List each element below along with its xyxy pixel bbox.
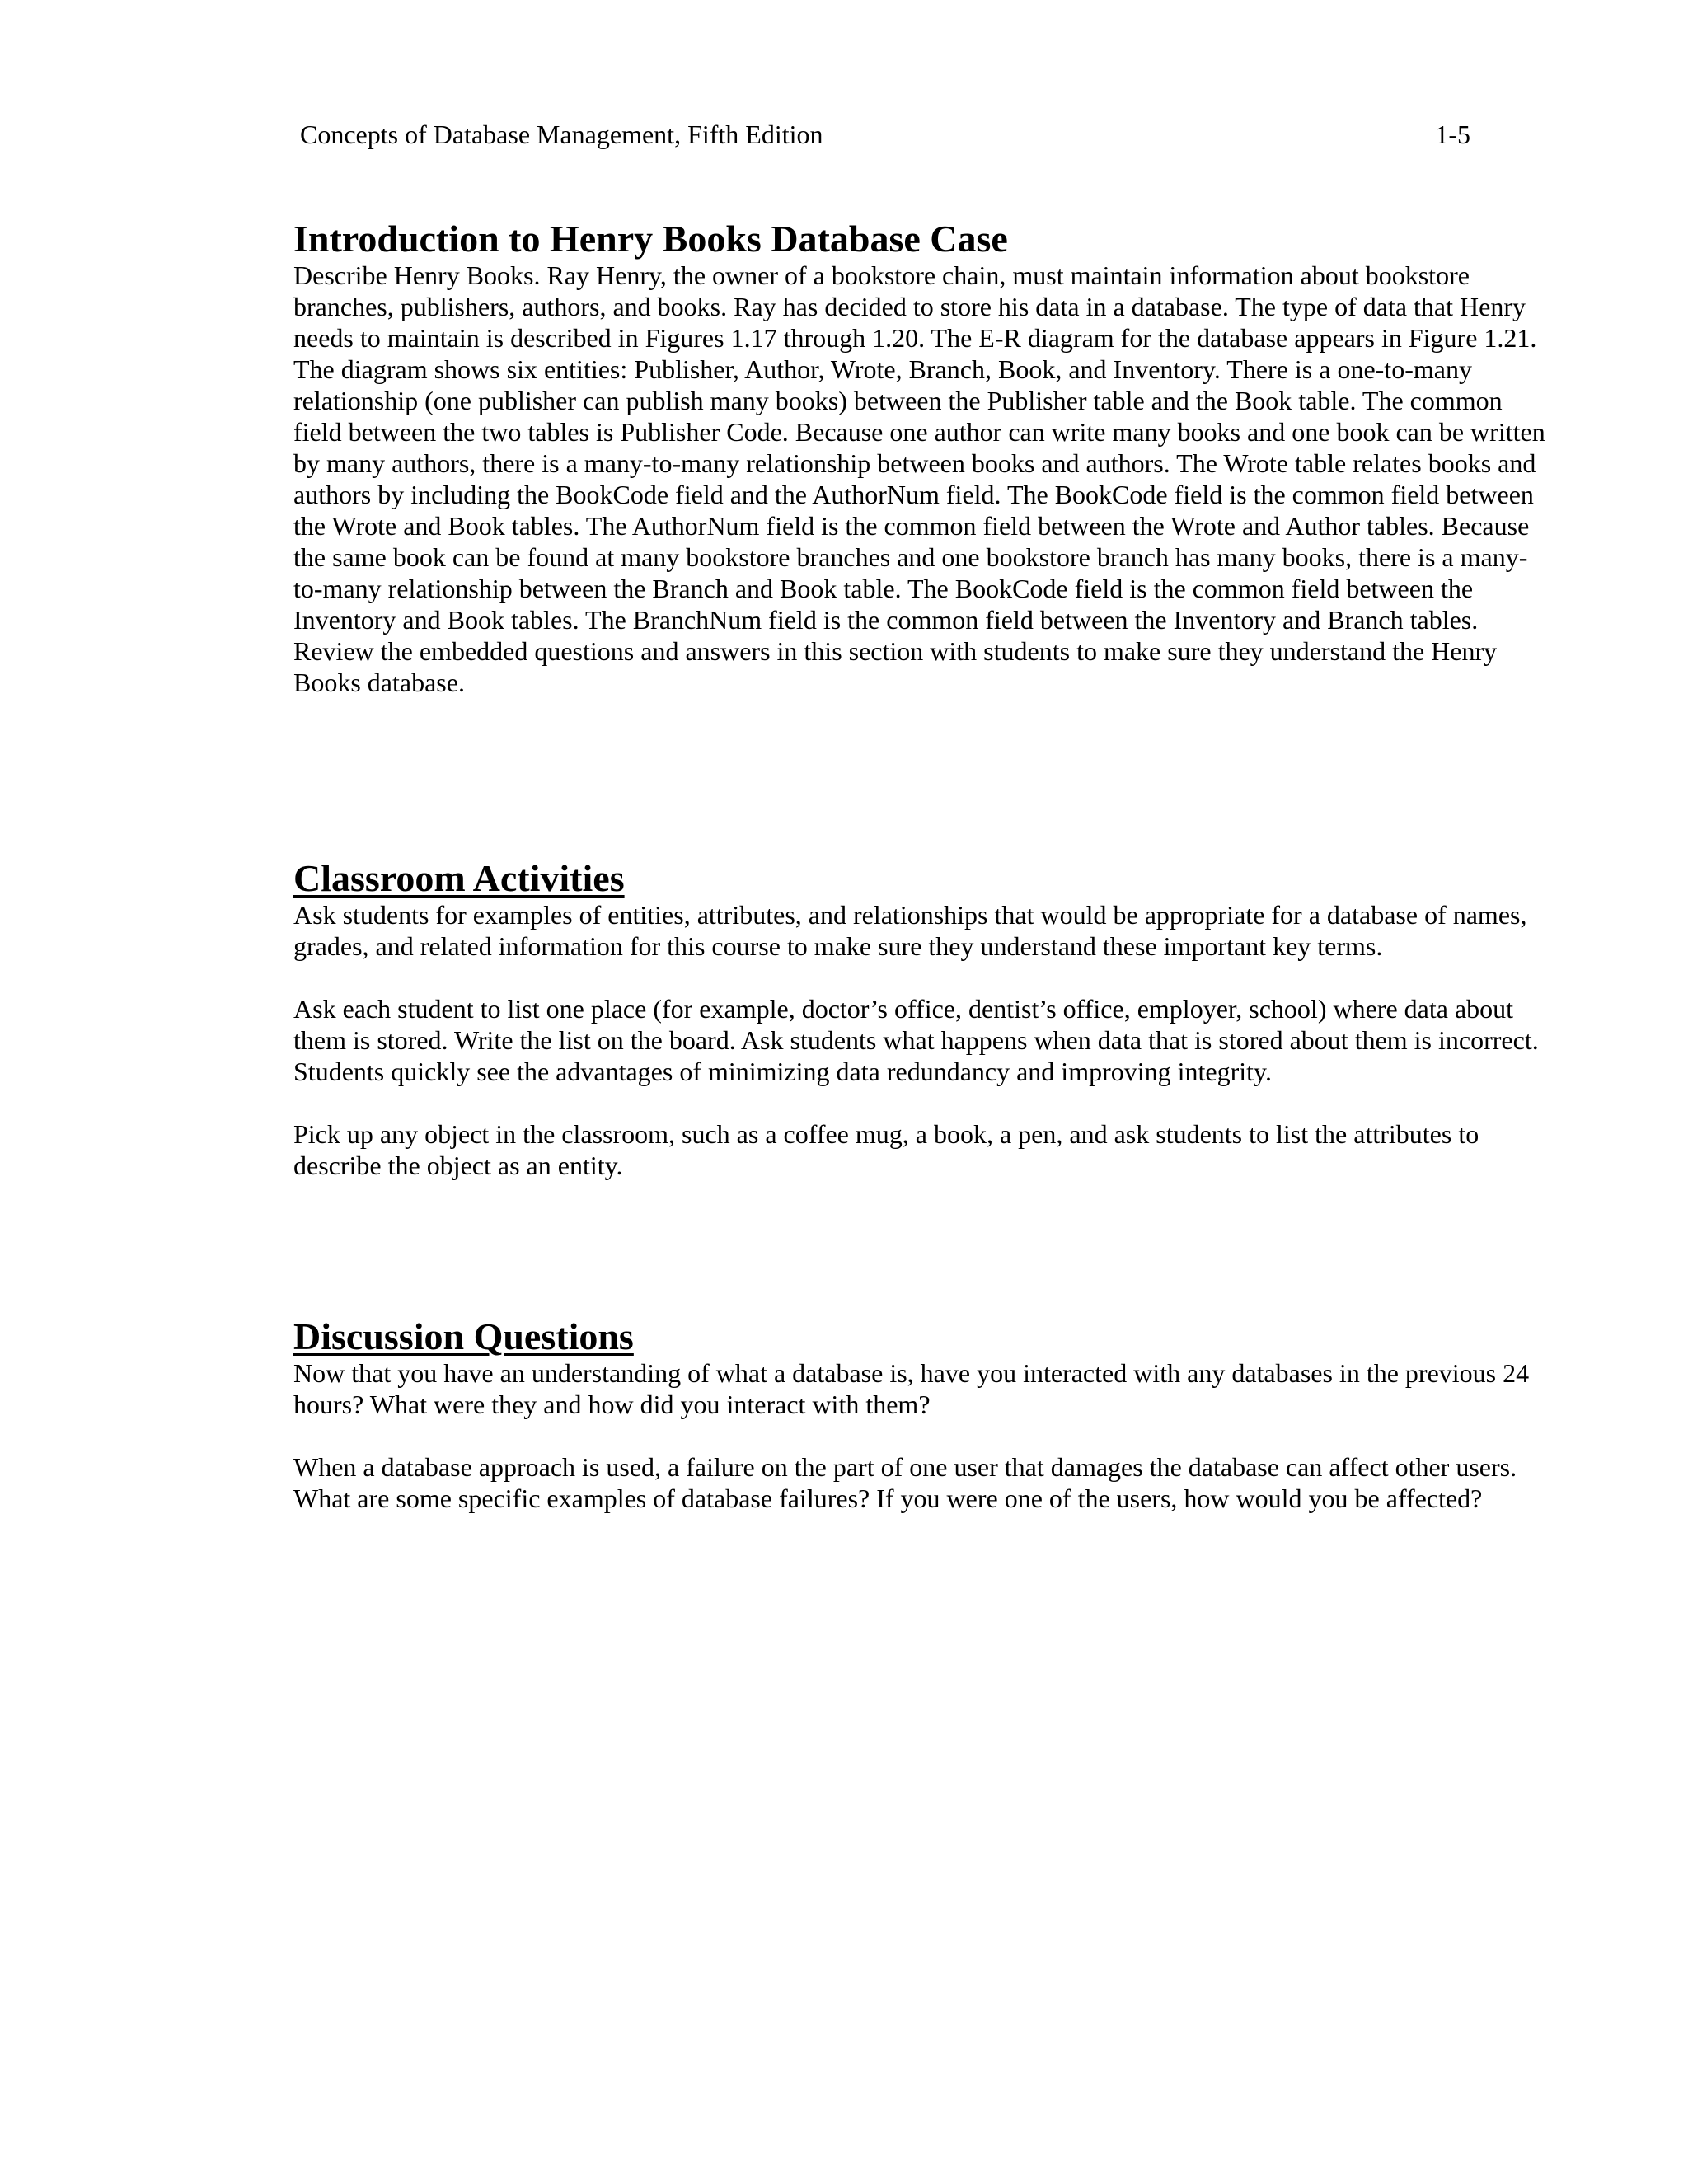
discussion-paragraph-1: Now that you have an understanding of what a database is, have you interacted with any databases in the previous 24 hours? What were they and how did you interact with them? [293,1358,1530,1419]
paragraph-gap [293,1087,1554,1118]
paragraph-gap [293,1420,1554,1451]
intro-section [293,218,1554,698]
activity-paragraph-3: Pick up any object in the classroom, such as a coffee mug, a book, a pen, and ask students to list the attributes to describe the object as an entity. [293,1119,1479,1180]
header-title: Concepts of Database Management, Fifth Edition [300,120,823,149]
intro-paragraph: Describe Henry Books. Ray Henry, the owner of a bookstore chain, must maintain information about bookstore branches, publishers, authors, and books. Ray has decided to store his data in a database. The type of data that Henry needs to maintain is described in Figures 1.17 through 1.20. The E-R diagram for the database appears in Figure 1.21. The diagram shows six entities: Publisher, Author, Wrote, Branch, Book, and Inventory. There is a one-to-many relationship (one publisher can publish many books) between the Publisher table and the Book table. The common field between the two tables is Publisher Code. Because one author can write many books and one book can be written by many authors, there is a many-to-many relationship between books and authors. The Wrote table relates books and authors by including the BookCode field and the AuthorNum field. The BookCode field is the common field between the Wrote and Book tables. The AuthorNum field is the common field between the Wrote and Author tables. Because the same book can be found at many bookstore branches and one bookstore branch has many books, there is a many-to-many relationship between the Branch and Book table. The BookCode field is the common field between the Inventory and Book tables. The BranchNum field is the common field between the Inventory and Branch tables. Review the embedded questions and answers in this section with students to make sure they understand the Henry Books database. [293,260,1545,697]
classroom-activities-section [293,858,1554,1181]
classroom-activities-heading: Classroom Activities [293,857,625,899]
discussion-paragraph-2: When a database approach is used, a failure on the part of one user that damages the database can affect other users. What are some specific examples of database failures? If you were one of the users, how would you be affected? [293,1452,1517,1513]
running-header [300,116,1470,152]
activity-paragraph-1: Ask students for examples of entities, attributes, and relationships that would be appropriate for a database of names, grades, and related information for this course to make sure they understand these important key terms. [293,900,1527,961]
discussion-questions-section [293,1316,1554,1514]
paragraph-gap [293,962,1554,993]
discussion-questions-heading: Discussion Questions [293,1315,634,1357]
header-page-number: 1-5 [1435,120,1470,149]
activity-paragraph-2: Ask each student to list one place (for example, doctor’s office, dentist’s office, employer, school) where data about them is stored. Write the list on the board. Ask students what happens when data that is stored about them is incorrect. Students quickly see the advantages of minimizing data redundancy and improving integrity. [293,994,1539,1086]
intro-heading: Introduction to Henry Books Database Case [293,218,1008,260]
